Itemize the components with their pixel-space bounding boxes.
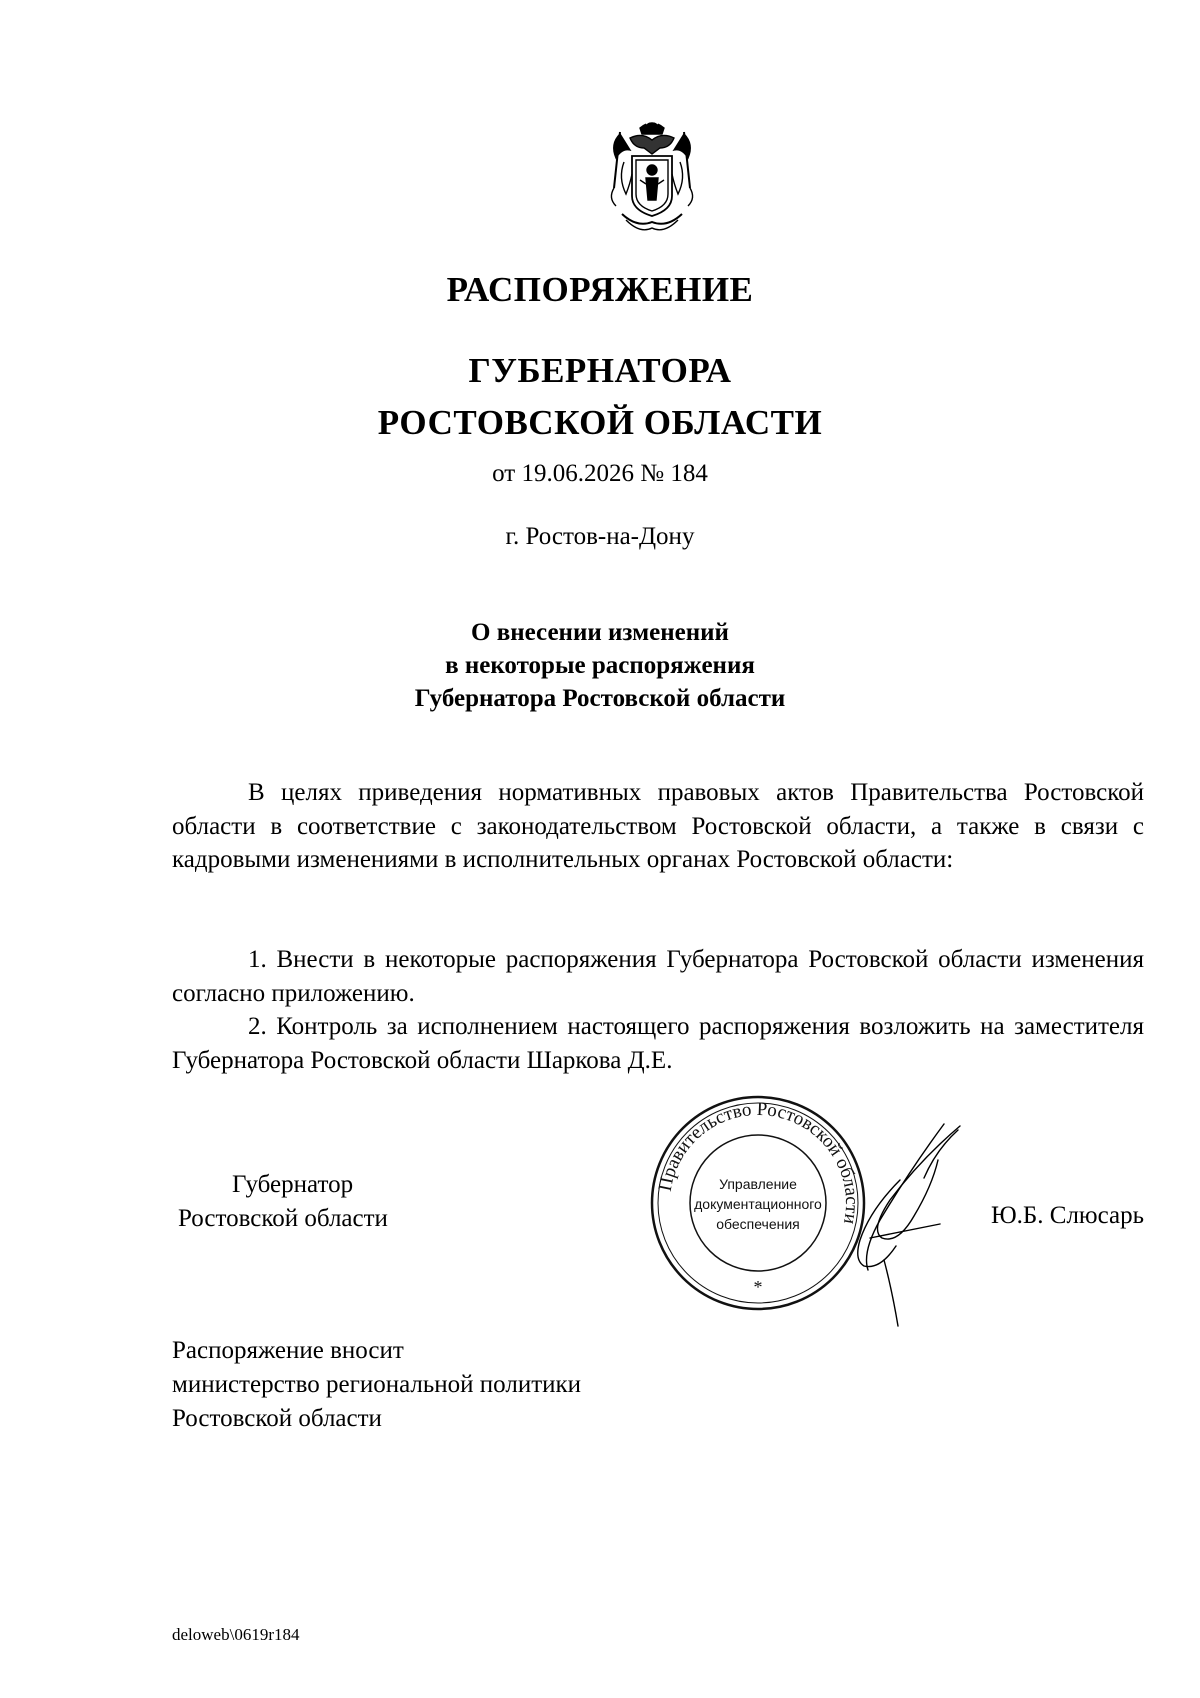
seal-ring-text: Правительство Ростовской области bbox=[654, 1098, 863, 1226]
position-line-2: Ростовской области bbox=[178, 1205, 388, 1232]
seal-inner-line-1: Управление bbox=[719, 1176, 797, 1192]
signatory-name: Ю.Б. Слюсарь bbox=[990, 1202, 1144, 1229]
position-line-1: Губернатор bbox=[232, 1171, 354, 1198]
introduced-line-1: Распоряжение вносит bbox=[172, 1337, 404, 1364]
item-1-paragraph: 1. Внести в некоторые распоряжения Губернатора Ростовской области изменения согласно приложению. bbox=[172, 946, 1144, 1007]
document-file-code: deloweb\0619r184 bbox=[172, 1625, 300, 1644]
handwritten-signature-icon bbox=[840, 1120, 980, 1330]
subject-line-1: О внесении изменений bbox=[471, 619, 729, 646]
introduced-line-2: министерство региональной политики bbox=[172, 1371, 582, 1398]
document-type-title: РАСПОРЯЖЕНИЕ bbox=[446, 270, 754, 309]
issuer-title bbox=[0, 345, 1200, 449]
item-2-paragraph: 2. Контроль за исполнением настоящего распоряжения возложить на заместителя Губернатора Ростовской области Шаркова Д.Е. bbox=[172, 1013, 1144, 1074]
seal-inner-line-2: документационного bbox=[694, 1196, 822, 1212]
document-subject bbox=[0, 616, 1200, 715]
seal-inner-line-3: обеспечения bbox=[716, 1216, 800, 1232]
introduced-by-block bbox=[172, 1334, 581, 1436]
preamble-block bbox=[172, 776, 1144, 877]
document-date-number: от 19.06.2026 № 184 bbox=[492, 460, 708, 487]
document-city: г. Ростов-на-Дону bbox=[505, 523, 695, 550]
subject-line-3: Губернатора Ростовской области bbox=[414, 685, 786, 712]
introduced-line-3: Ростовской области bbox=[172, 1405, 382, 1432]
subject-line-2: в некоторые распоряжения bbox=[445, 652, 755, 679]
issuer-line-2: РОСТОВСКОЙ ОБЛАСТИ bbox=[377, 403, 823, 442]
coat-of-arms-icon bbox=[602, 118, 702, 236]
signatory-position bbox=[172, 1168, 452, 1236]
official-seal-icon bbox=[648, 1093, 868, 1313]
items-block bbox=[172, 943, 1144, 1077]
issuer-line-1: ГУБЕРНАТОРА bbox=[468, 351, 732, 390]
preamble-paragraph: В целях приведения нормативных правовых актов Правительства Ростовской области в соответствие с законодательством Ростовской области, а также в связи с кадровыми изменениями в исполнительных органах Ростовской области: bbox=[172, 779, 1144, 873]
seal-star: * bbox=[753, 1277, 763, 1297]
